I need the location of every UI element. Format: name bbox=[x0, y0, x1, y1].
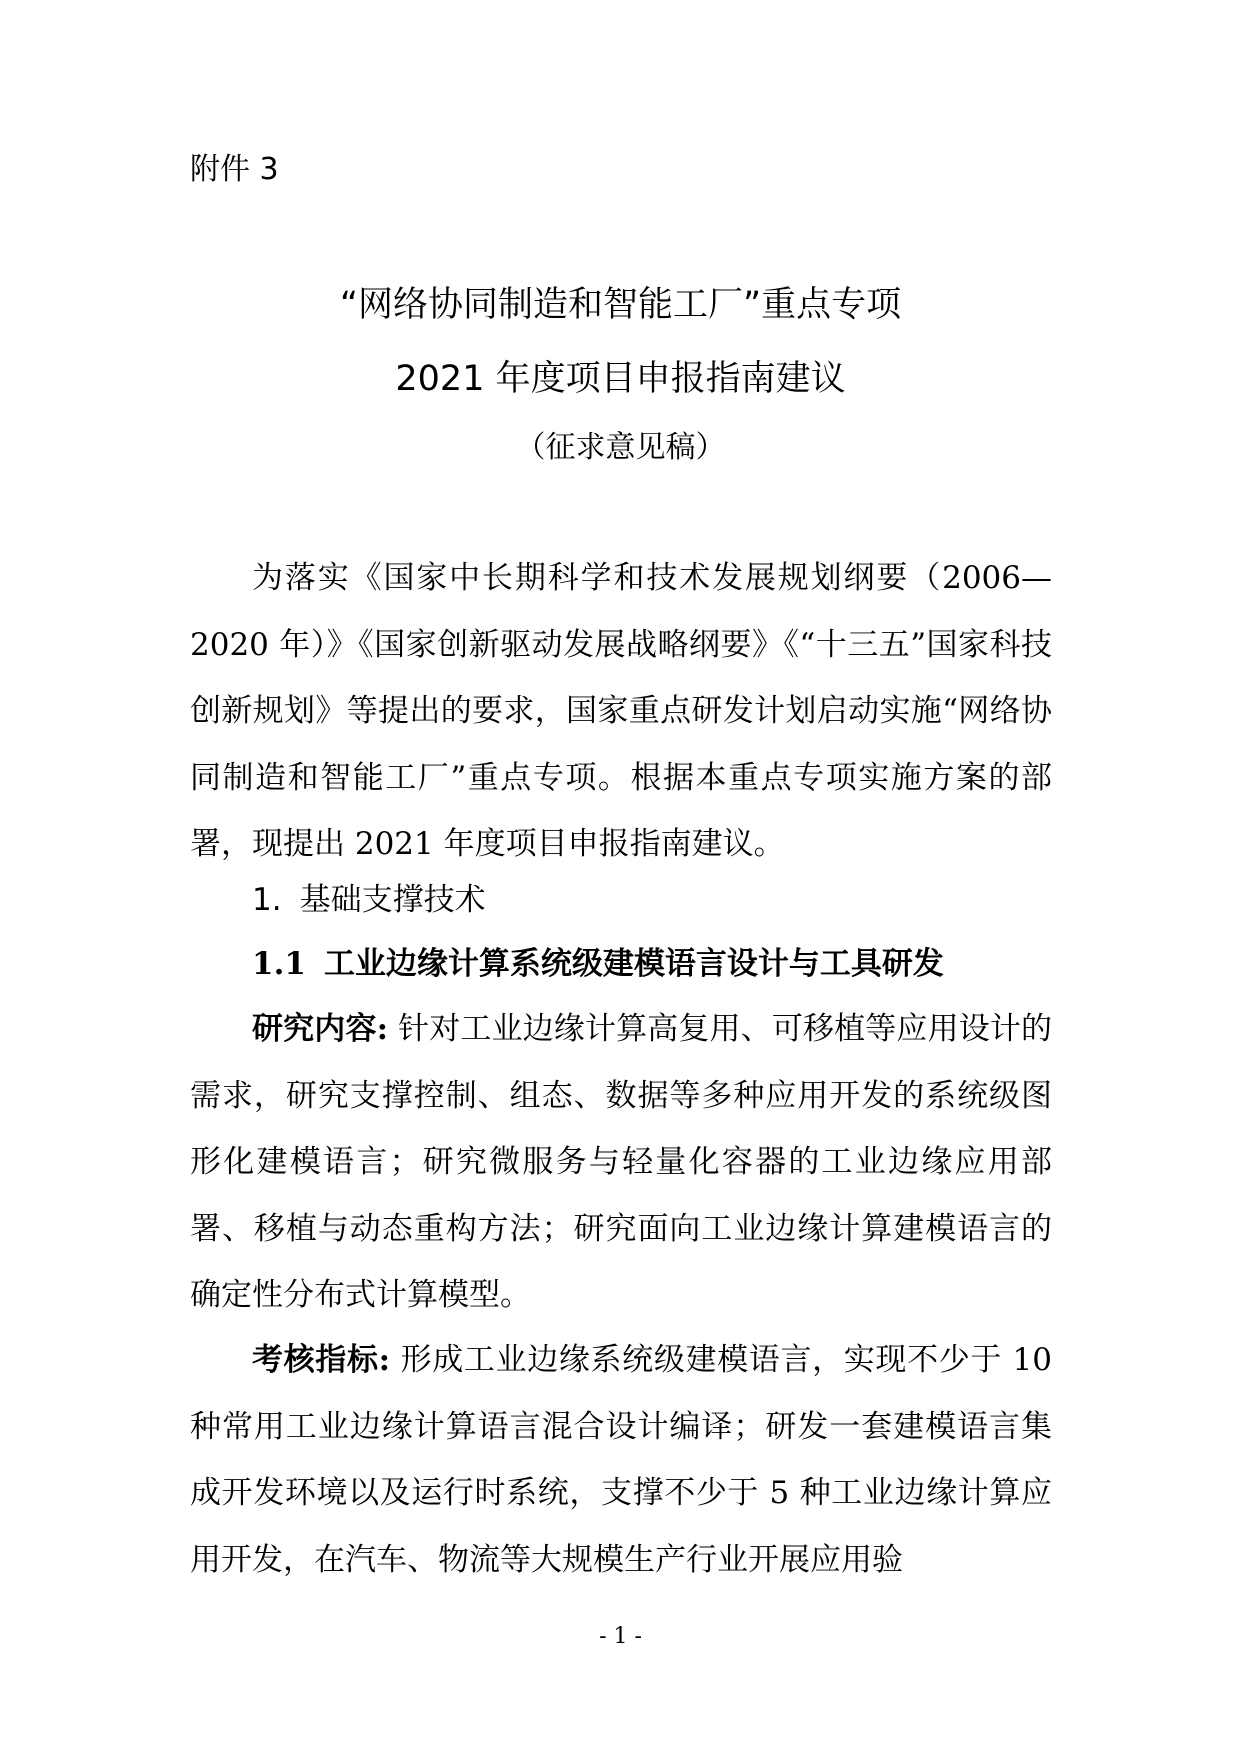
document-title-line-2: 2021 年度项目申报指南建议 bbox=[395, 359, 846, 399]
assessment-lead: 考核指标: bbox=[252, 1342, 391, 1378]
subsection-number: 1.1 bbox=[252, 946, 306, 982]
intro-paragraph bbox=[190, 545, 1052, 878]
document-subtitle: （征求意见稿） bbox=[515, 430, 726, 465]
research-lead: 研究内容: bbox=[252, 1011, 389, 1047]
section-heading bbox=[252, 880, 486, 920]
section-number: 1. bbox=[252, 882, 282, 918]
assessment-paragraph bbox=[190, 1327, 1052, 1593]
subsection-title: 工业边缘计算系统级建模语言设计与工具研发 bbox=[323, 946, 944, 982]
research-content-paragraph bbox=[190, 996, 1052, 1329]
document-title-line-1: “网络协同制造和智能工厂”重点专项 bbox=[339, 285, 902, 325]
page-number: - 1 - bbox=[599, 1624, 642, 1649]
attachment-label: 附件 3 bbox=[190, 152, 279, 187]
subsection-heading bbox=[252, 944, 944, 984]
research-text: 针对工业边缘计算高复用、可移植等应用设计的需求，研究支撑控制、组态、数据等多种应用开发的系统级图形化建模语言；研究微服务与轻量化容器的工业边缘应用部署、移植与动态重构方法；研究面向工业边缘计算建模语言的确定性分布式计算模型。 bbox=[190, 1011, 1053, 1313]
assessment-text: 形成工业边缘系统级建模语言，实现不少于 10 种常用工业边缘计算语言混合设计编译；研发一套建模语言集成开发环境以及运行时系统，支撑不少于 5 种工业边缘计算应用开发，在汽车、物流等大规模生产行业开展应用验 bbox=[190, 1342, 1052, 1578]
intro-text: 为落实《国家中长期科学和技术发展规划纲要（2006—2020 年）》《国家创新驱动发展战略纲要》《“十三五”国家科技创新规划》等提出的要求，国家重点研发计划启动实施“网络协同制造和智能工厂”重点专项。根据本重点专项实施方案的部署，现提出 2021 年度项目申报指南建议。 bbox=[190, 560, 1052, 862]
section-title: 基础支撑技术 bbox=[299, 882, 486, 918]
